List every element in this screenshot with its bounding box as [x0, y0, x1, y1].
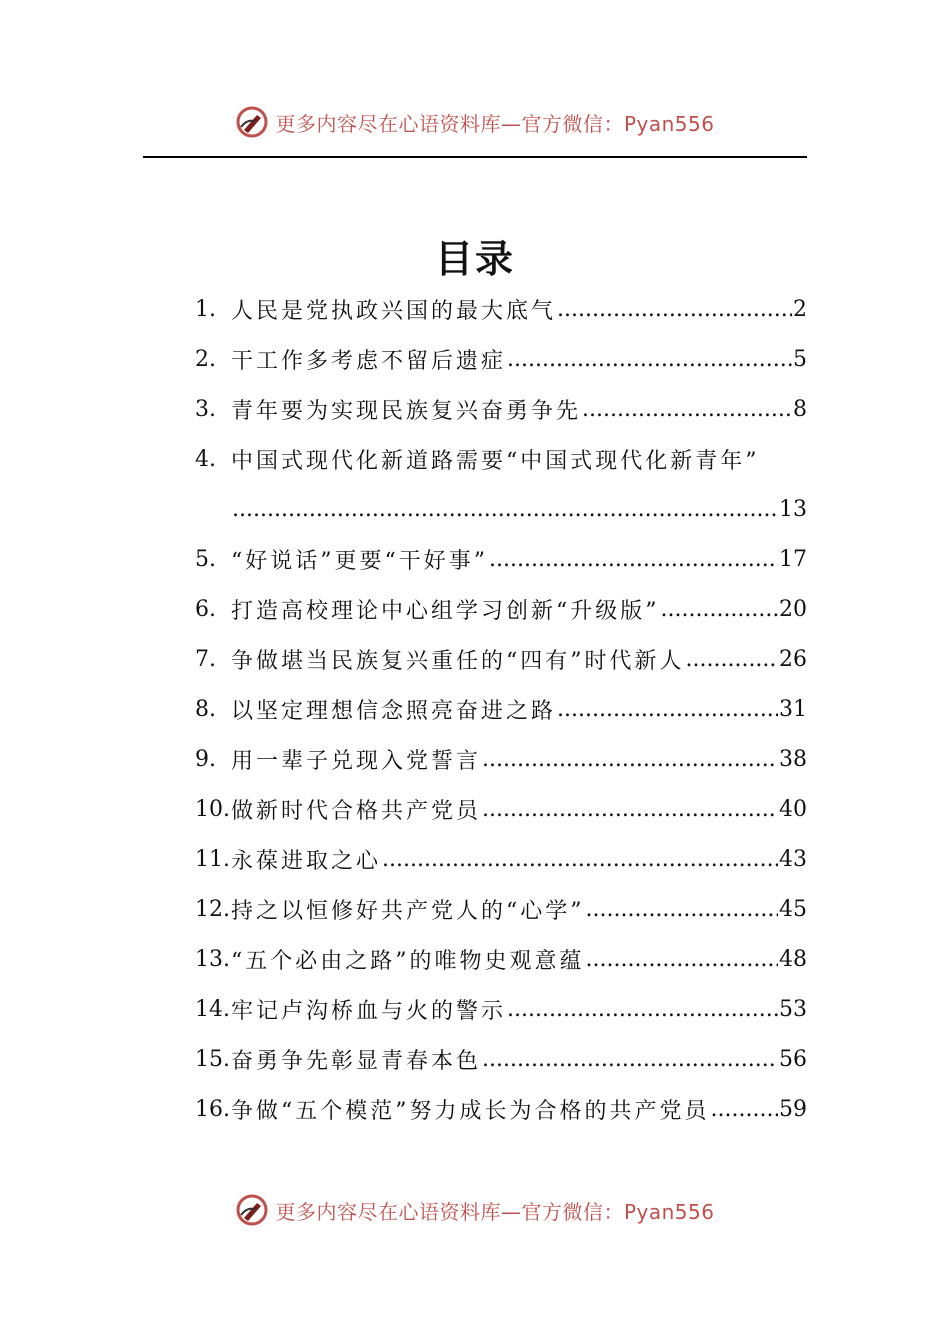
toc-entry-title: 人民是党执政兴国的最大底气 — [231, 298, 557, 324]
leader-dots — [482, 747, 778, 772]
toc-page-number: 17 — [779, 546, 807, 572]
pen-logo-icon — [235, 105, 269, 139]
toc-entry[interactable]: 6. 打造高校理论中心组学习创新“升级版” ..... 20 — [195, 584, 807, 634]
toc-entry-title: 牢记卢沟桥血与火的警示 — [231, 998, 507, 1024]
toc-entry-title: 以坚定理想信念照亮奋进之路 — [231, 698, 557, 724]
toc-entry[interactable]: 4. 中国式现代化新道路需要“中国式现代化新青年” — [195, 434, 807, 484]
toc-entry-title: 打造高校理论中心组学习创新“升级版” — [231, 598, 660, 624]
toc-entry[interactable]: 14. 牢记卢沟桥血与火的警示 ..... 53 — [195, 984, 807, 1034]
toc-entry-title: 干工作多考虑不留后遗症 — [231, 348, 507, 374]
leader-dots — [482, 1047, 778, 1072]
pen-logo-icon — [235, 1193, 269, 1227]
toc-entry[interactable]: 11. 永葆进取之心 ..... 43 — [195, 834, 807, 884]
leader-dots — [557, 297, 792, 322]
toc-page-number: 56 — [779, 1046, 807, 1072]
toc-entry-title: 永葆进取之心 — [231, 848, 382, 874]
toc-entry[interactable]: 5. “好说话”更要“干好事” ..... 17 — [195, 534, 807, 584]
leader-dots — [661, 597, 779, 622]
watermark-text: 更多内容尽在心语资料库—官方微信：Pyan556 — [275, 1199, 715, 1224]
leader-dots — [507, 347, 792, 372]
toc-entry-title: 用一辈子兑现入党誓言 — [231, 748, 482, 774]
toc-entry-title: 中国式现代化新道路需要“中国式现代化新青年” — [231, 448, 760, 474]
toc-entry[interactable]: 2. 干工作多考虑不留后遗症 ..... 5 — [195, 334, 807, 384]
leader-dots — [507, 997, 778, 1022]
toc-page-number: 53 — [779, 996, 807, 1022]
table-of-contents — [195, 284, 807, 1134]
toc-entry[interactable]: 12. 持之以恒修好共产党人的“心学” ..... 45 — [195, 884, 807, 934]
toc-page-number: 31 — [779, 696, 807, 722]
toc-page-number: 2 — [793, 296, 807, 322]
toc-entry-continuation[interactable] — [195, 484, 807, 534]
toc-entry[interactable]: 9. 用一辈子兑现入党誓言 ..... 38 — [195, 734, 807, 784]
leader-dots — [232, 497, 778, 522]
toc-page-number: 8 — [793, 396, 807, 422]
toc-page-number: 26 — [779, 646, 807, 672]
toc-page-number: 45 — [779, 896, 807, 922]
footer-watermark — [0, 1190, 950, 1230]
header-divider — [143, 156, 807, 158]
toc-page-number: 38 — [779, 746, 807, 772]
toc-entry-title: 做新时代合格共产党员 — [231, 798, 482, 824]
toc-page-number: 40 — [779, 796, 807, 822]
toc-page-number: 20 — [779, 596, 807, 622]
watermark-text: 更多内容尽在心语资料库—官方微信：Pyan556 — [275, 111, 715, 136]
toc-entry-title: “五个必由之路”的唯物史观意蕴 — [231, 948, 585, 974]
toc-entry-title: 争做堪当民族复兴重任的“四有”时代新人 — [231, 648, 685, 674]
leader-dots — [586, 897, 779, 922]
toc-entry-title: 持之以恒修好共产党人的“心学” — [231, 898, 585, 924]
toc-entry[interactable]: 7. 争做堪当民族复兴重任的“四有”时代新人 ..... 26 — [195, 634, 807, 684]
toc-entry[interactable]: 10. 做新时代合格共产党员 ..... 40 — [195, 784, 807, 834]
leader-dots — [489, 547, 778, 572]
leader-dots — [482, 797, 778, 822]
page-title: 目录 — [434, 236, 515, 281]
toc-entry[interactable]: 3. 青年要为实现民族复兴奋勇争先 ..... 8 — [195, 384, 807, 434]
toc-page-number: 59 — [779, 1096, 807, 1122]
toc-page-number: 43 — [779, 846, 807, 872]
toc-entry-title: 青年要为实现民族复兴奋勇争先 — [231, 398, 582, 424]
leader-dots — [582, 397, 792, 422]
toc-entry[interactable]: 15. 奋勇争先彰显青春本色 ..... 56 — [195, 1034, 807, 1084]
toc-entry[interactable]: 13. “五个必由之路”的唯物史观意蕴 ..... 48 — [195, 934, 807, 984]
header-watermark — [0, 102, 950, 142]
toc-entry[interactable]: 1. 人民是党执政兴国的最大底气 ..... 2 — [195, 284, 807, 334]
toc-entry-title: 奋勇争先彰显青春本色 — [231, 1048, 482, 1074]
toc-page-number: 13 — [779, 496, 807, 522]
leader-dots — [711, 1097, 779, 1122]
toc-page-number: 48 — [779, 946, 807, 972]
toc-entry-title: “好说话”更要“干好事” — [231, 548, 488, 574]
toc-entry-title: 争做“五个模范”努力成长为合格的共产党员 — [231, 1098, 710, 1124]
toc-entry[interactable]: 8. 以坚定理想信念照亮奋进之路 ..... 31 — [195, 684, 807, 734]
leader-dots — [382, 847, 778, 872]
leader-dots — [686, 647, 779, 672]
toc-page-number: 5 — [793, 346, 807, 372]
toc-entry[interactable]: 16. 争做“五个模范”努力成长为合格的共产党员 ..... 59 — [195, 1084, 807, 1134]
leader-dots — [557, 697, 778, 722]
leader-dots — [586, 947, 779, 972]
